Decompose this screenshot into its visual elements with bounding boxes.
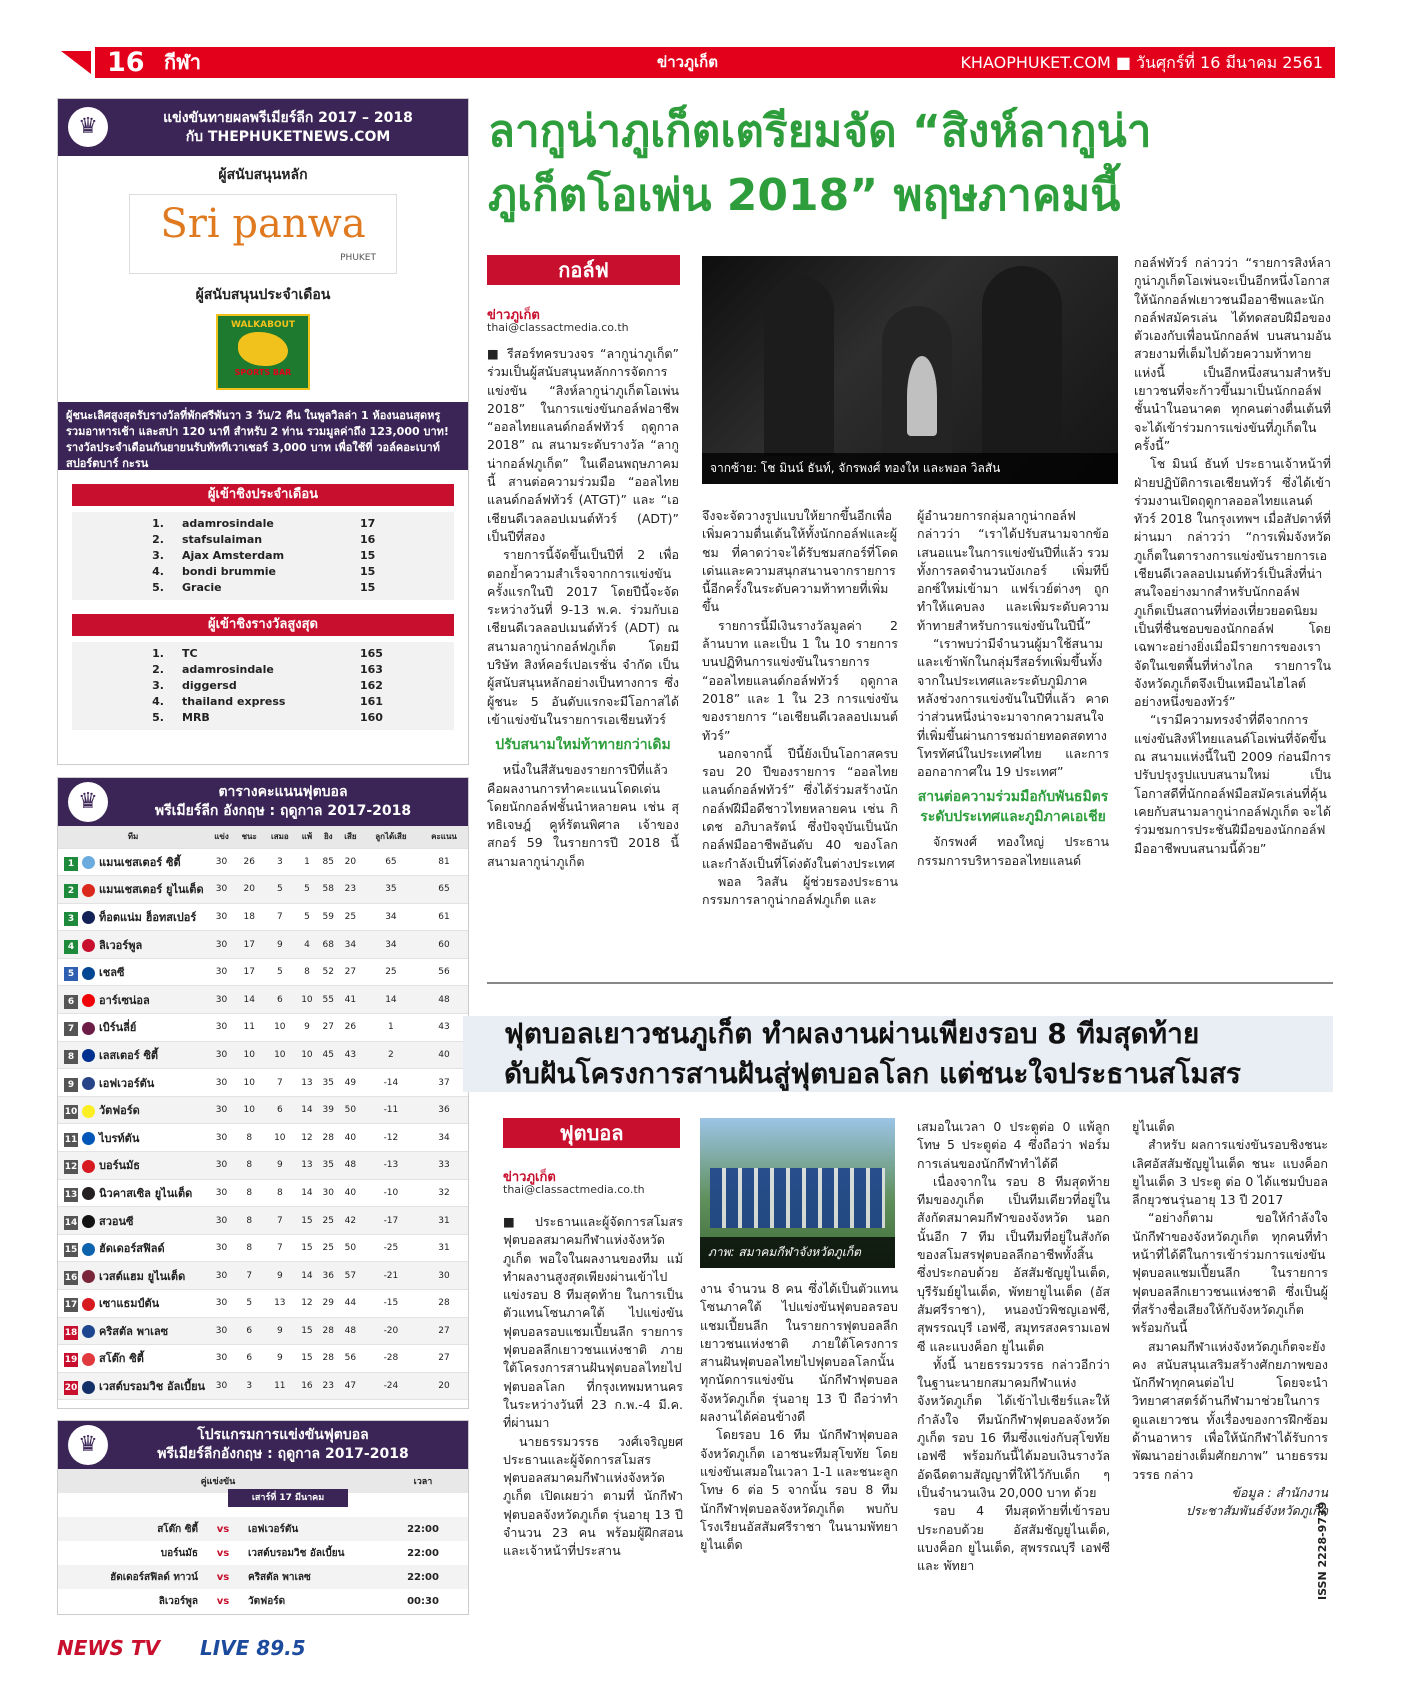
table-row: 12 บอร์นมัธ 30 8 9 13 35 48 -13 33 (58, 1152, 468, 1180)
prize-text: ผู้ชนะเลิศสูงสุดรับรางวัลที่พักศรีพันวา 3 วัน/2 คืน ในพูลวิลล่า 1 ห้องนอนสุดหรู รวมอาหารเช้า และสปา 120 นาที สำหรับ 2 ท่าน รวมมูลค่าถึง 123,000 บาท! รางวัลประจำเดือนกันยายนรับทัททีเวาเชอร์ 3,000 บาท เพื่อใช้ที่ วอล์คอะเบาท์ สปอร์ตบาร์ กะรน (58, 402, 468, 470)
fixture-row: บอร์นมัธ vs เวสต์บรอมวิช อัลเบี้ยน 22:00 (160, 1547, 439, 1559)
article1-headline-2: ภูเก็ตโอเพ่น 2018” พฤษภาคมนี้ (488, 170, 1121, 221)
team-name: ท็อตแน่ม ฮ็อทสเปอร์ (99, 910, 197, 924)
ranking-row: 5. Gracie 15 (152, 581, 376, 594)
league-col-header: ชนะ (235, 826, 263, 848)
top-ranking (72, 642, 454, 730)
league-col-header: คะแนน (420, 826, 468, 848)
article1-col2: จึงจะจัดวางรูปแบบให้ยากขึ้นอีกเพื่อเพิ่มความตื่นเต้นให้ทั้งนักกอล์ฟและผู้ชม ที่คาดว่าจะได้รับชมสกอร์ที่โดดเด่นและความสนุกสนานจากรายการนี้อีกครั้งในระดับความท้าทายที่เพิ่มขึ้น รายการนี้มีเงินรางวัลมูลค่า 2 ล้านบาท และเป็น 1 ใน 10 รายการบนปฏิทินการแข่งขันในรายการ “ออลไทยแลนด์กอล์ฟทัวร์ ฤดูกาล 2018” และ 1 ใน 23 การแข่งขันของรายการ “เอเชียนดีเวลลอปเมนต์ทัวร์” นอกจากนี้ ปีนี้ยังเป็นโอกาสครบรอบ 20 ปีของรายการ “ออลไทยแลนด์กอล์ฟทัวร์” ซึ่งได้ร่วมสร้างนักกอล์ฟฝีมือดีชาวไทยหลายคน เช่น กิเดช อภิบาลรัตน์ ซึ่งปัจจุบันเป็นนักกอล์ฟมืออาชีพอันดับ 40 ของโลก และกำลังเป็นที่โด่งดังในต่างประเทศ พอล วิลสัน ผู้ช่วยรองประธานกรรมการลากูน่ากอล์ฟภูเก็ต และ (702, 508, 898, 908)
league-col-header: แพ้ (296, 826, 317, 848)
club-crest-icon (82, 994, 95, 1007)
table-row: 17 เซาแธมป์ตัน 30 5 13 12 29 44 -15 28 (58, 1290, 468, 1318)
table-row: 20 เวสต์บรอมวิช อัลเบี้ยน 30 3 11 16 23 47 -24 20 (58, 1372, 468, 1400)
monthly-ranking (72, 512, 454, 600)
club-crest-icon (82, 1077, 95, 1090)
league-table (58, 826, 468, 1400)
club-crest-icon (82, 1049, 95, 1062)
position-badge: 16 (64, 1272, 78, 1283)
position-badge: 7 (64, 1022, 78, 1036)
table-row: 15 ฮัดเดอร์สฟิลด์ 30 8 7 15 25 50 -25 31 (58, 1234, 468, 1262)
monthly-sponsor-label: ผู้สนับสนุนประจำเดือน (195, 287, 331, 303)
club-crest-icon (82, 911, 95, 924)
site-date: KHAOPHUKET.COM ■ วันศุกร์ที่ 16 มีนาคม 2561 (960, 53, 1323, 72)
league-panel (57, 777, 469, 1409)
club-crest-icon (82, 856, 95, 869)
flag-icon (57, 47, 95, 78)
club-crest-icon (82, 1132, 95, 1145)
club-crest-icon (82, 1325, 95, 1338)
lion-icon: ♛ (68, 107, 108, 147)
article2-col4: ยูไนเต็ด สำหรับ ผลการแข่งขันรอบชิงชนะเลิศอัสสัมชัญยูไนเต็ด ชนะ แบงค็อก ยูไนเต็ด 3 ประตู ต่อ 0 ได้แชมป์บอลลีกยุวชนรุ่นอายุ 13 ปี 2017 “อย่างก็ตาม ขอให้กำลังใจนักกีฬาของจังหวัดภูเก็ต ทุกคนที่ทำหน้าที่ได้ดีในการเข้าร่วมการแข่งขันฟุตบอลแชมเปี้ยนลีก ในรายการฟุตบอลลีกเยาวชนแห่งชาติ ซึ่งเป็นผู้ที่สร้างชื่อเสียงให้กับจังหวัดภูเก็ตพร้อมกันนี้ สมาคมกีฬาแห่งจังหวัดภูเก็ตจะยังคง สนับสนุนเสริมสร้างศักยภาพของนักกีฬาทุกคนต่อไป โดยจะนำวิทยาศาสตร์ด้านกีฬามาช่วยในการดูแลเยาวชน ทั้งเรื่องของการฝึกซ้อม ด้านอาหาร เพื่อให้นักกีฬาได้รับการพัฒนาอย่างเต็มศักยภาพ” นายธรรมวรรธ กล่าว ข้อมูล : สำนักงาน ประชาสัมพันธ์จังหวัดภูเก็ต (1132, 1118, 1328, 1521)
section-name: กีฬา (164, 50, 202, 74)
team-name: อาร์เซน่อล (99, 993, 150, 1007)
top-label: ผู้เข้าชิงรางวัลสูงสุด (72, 614, 454, 636)
position-badge: 9 (64, 1078, 78, 1092)
team-name: ไบรท์ตัน (99, 1131, 140, 1145)
article2-col2: งาน จำนวน 8 คน ซึ่งได้เป็นตัวแทนโซนภาคใต้ ไปแข่งขันฟุตบอลรอบแชมเปี้ยนลีก ในรายการฟุตบอลลีกเยาวชนแห่งชาติ ภายใต้โครงการสานฝันฟุตบอลไทยไปฟุตบอลโลกนั้น ทุกนัดการแข่งขัน นักกีฬาฟุตบอลจังหวัดภูเก็ต รุ่นอายุ 13 ปี ถือว่าทำผลงานได้ค่อนข้างดี โดยรอบ 16 ทีม นักกีฬาฟุตบอลจังหวัดภูเก็ต เอาชนะทีมสุโขทัย โดยแข่งขันเสมอในเวลา 1-1 และชนะลูกโทษ 6 ต่อ 5 จากนั้น รอบ 8 ทีม นักกีฬาฟุตบอลจังหวัดภูเก็ต พบกับโรงเรียนอัสสัมศรีราชา ในนามพัทยายูไนเต็ด (700, 1281, 898, 1553)
article2-col1: ■ ประธานและผู้จัดการสโมสรฟุตบอลสมาคมกีฬาแห่งจังหวัดภูเก็ต พอใจในผลงานของทีม แม้ทำผลงานสูงสุดเพียงผ่านเข้าไปแข่งรอบ 8 ทีมสุดท้าย ในการเป็นตัวแทนโซนภาคใต้ ไปแข่งขันฟุตบอลรอบแชมเปี้ยนลีก รายการฟุตบอลลีกเยาวชนแห่งชาติ ภายใต้โครงการสานฝันฟุตบอลไทยไปฟุตบอลโลก ที่กรุงเทพมหานคร ในระหว่างวันที่ 23 ก.พ.-4 มี.ค. ที่ผ่านมา นายธรรมวรรธ วงศ์เจริญยศ ประธานและผู้จัดการสโมสรฟุตบอลสมาคมกีฬาแห่งจังหวัดภูเก็ต เปิดเผยว่า ตามที่ นักกีฬาฟุตบอลจังหวัดภูเก็ต รุ่นอายุ 13 ปี จำนวน 23 คน พร้อมผู้ฝึกสอนและเจ้าหน้าที่ประสาน (503, 1214, 683, 1559)
table-row: 18 คริสตัล พาเลซ 30 6 9 15 28 48 -20 27 (58, 1317, 468, 1345)
team-name: ลิเวอร์พูล (99, 938, 143, 952)
club-crest-icon (82, 1353, 95, 1366)
article1-headline-1: ลากูน่าภูเก็ตเตรียมจัด “สิงห์ลากูน่า (488, 106, 1152, 157)
article1-col1: ■ รีสอร์ทครบวงจร “ลากูน่าภูเก็ต” ร่วมเป็นผู้สนับสนุนหลักการจัดการแข่งขัน “สิงห์ลากูน่าภูเก็ตโอเพ่น 2018” ในการแข่งขันกอล์ฟอาชีพ “ออลไทยแลนด์กอล์ฟทัวร์ ฤดูกาล 2018” ณ สนามระดับรางวัล “ลากูน่ากอล์ฟภูเก็ต” ในเดือนพฤษภาคมนี้ สานต่อความร่วมมือ “ออลไทยแลนด์กอล์ฟทัวร์ (ATGT)” และ “เอเชียนดีเวลลอปเมนต์ทัวร์ (ADT)” เป็นปีที่สอง รายการนี้จัดขึ้นเป็นปีที่ 2 เพื่อตอกย้ำความสำเร็จจากการแข่งขันครั้งแรกในปี 2017 โดยปีนี้จะจัดระหว่างวันที่ 9-13 พ.ค. ร่วมกับเอเชียนดีเวลลอปเมนต์ทัวร์ (ADT) ณ สนามลากูน่ากอล์ฟภูเก็ต โดยมีบริษัท สิงห์คอร์เปอเรชั่น จำกัด เป็นผู้สนับสนุนหลักอย่างเป็นทางการ ซึ่งผู้ชนะ 5 อันดับแรกจะมีโอกาสได้เข้าแข่งขันในรายการเอเชียนทัวร์ ปรับสนามใหม่ท้าทายกว่าเดิม หนึ่งในสีสันของรายการปีที่แล้วคือผลงานการทำคะแนนโดดเด่นโดยนักกอล์ฟชั้นนำหลายคน เช่น สุทธิเจษฎ์ คูห์รัตนพิศาล เจ้าของสกอร์ 59 ในรายการปี 2018 นี้ สนามลากูน่าภูเก็ต (487, 346, 679, 869)
fixtures-header (58, 1421, 468, 1469)
position-badge: 18 (64, 1327, 78, 1338)
page-header (57, 47, 1335, 78)
fixture-row: ลิเวอร์พูล vs วัตฟอร์ด 00:30 (158, 1595, 439, 1607)
article2-caption: ภาพ: สมาคมกีฬาจังหวัดภูเก็ต (700, 1237, 895, 1268)
team-name: เลสเตอร์ ซิตี้ (99, 1048, 159, 1062)
club-crest-icon (82, 1022, 95, 1035)
news-tv-logo: NEWS TV (57, 1636, 160, 1660)
article1-photo (702, 256, 1118, 484)
predictor-title: แข่งขันทายผลพรีเมียร์ลีก 2017 – 2018 (163, 110, 413, 126)
position-badge: 11 (64, 1134, 78, 1145)
team-name: เซาแธมป์ตัน (99, 1297, 160, 1311)
team-name: แมนเชสเตอร์ ซิตี้ (99, 855, 181, 869)
team-name: เวสต์แฮม ยูไนเต็ด (99, 1269, 186, 1283)
team-name: ฮัดเดอร์สฟิลด์ (99, 1242, 165, 1256)
predictor-subtitle: กับ THEPHUKETNEWS.COM (185, 129, 391, 145)
club-crest-icon (82, 1215, 95, 1228)
club-crest-icon (82, 967, 95, 980)
club-crest-icon (82, 884, 95, 897)
table-row: 3 ท็อตแน่ม ฮ็อทสเปอร์ 30 18 7 5 59 25 34 61 (58, 903, 468, 931)
fixtures-title: โปรแกรมการแข่งขันฟุตบอล (197, 1427, 369, 1443)
club-crest-icon (82, 1105, 95, 1118)
table-row: 2 แมนเชสเตอร์ ยูไนเต็ด 30 20 5 5 58 23 35 65 (58, 876, 468, 904)
article2-headline-2: ดับฝันโครงการสานฝันสู่ฟุตบอลโลก แต่ชนะใจประธานสโมสร (504, 1057, 1241, 1090)
team-name: แมนเชสเตอร์ ยูไนเต็ด (99, 883, 204, 897)
sri-panwa-logo: Sri panwa PHUKET (129, 194, 397, 274)
league-col-header: แข่ง (208, 826, 235, 848)
table-row: 1 แมนเชสเตอร์ ซิตี้ 30 26 3 1 85 20 65 81 (58, 848, 468, 876)
position-badge: 8 (64, 1050, 78, 1064)
ranking-row: 4. thailand express 161 (152, 695, 383, 708)
position-badge: 4 (64, 940, 78, 954)
team-name: วัตฟอร์ด (99, 1104, 140, 1118)
article1-col3: ผู้อำนวยการกลุ่มลากูน่ากอล์ฟ กล่าวว่า “เราได้ปรับสนามจากข้อเสนอแนะในการแข่งขันปีที่แล้ว รวมทั้งการลดจำนวนบังเกอร์ เพิ่มทีบ็อกซ์ใหม่เข้ามา แฟร์เวย์ต่างๆ ถูกทำให้แคบลง และเพิ่มระดับความท้าทายสำหรับการแข่งขันในปีนี้” “เราพบว่ามีจำนวนผู้มาใช้สนามและเข้าพักในกลุ่มรีสอร์ทเพิ่มขึ้นทั้งจากในประเทศและระดับภูมิภาค หลังช่วงการแข่งขันในปีที่แล้ว คาดว่าส่วนหนึ่งน่าจะมาจากความสนใจที่เพิ่มขึ้นผ่านการชมถ่ายทอดสดทางโทรทัศน์ในประเทศไทย และการออกอากาศใน 19 ประเทศ” สานต่อความร่วมมือกับพันธมิตรระดับประเทศและภูมิภาคเอเชีย จักรพงศ์ ทองใหญ่ ประธานกรรมการบริหารออลไทยแลนด์ (917, 508, 1109, 868)
club-crest-icon (82, 1270, 95, 1283)
position-badge: 13 (64, 1189, 78, 1200)
article2-tag: ฟุตบอล (503, 1118, 680, 1148)
fixtures-col-time: เวลา (413, 1477, 433, 1487)
position-badge: 19 (64, 1355, 78, 1366)
league-col-header: ทีม (58, 826, 208, 848)
predictor-panel (57, 98, 469, 765)
article1-subhead2: สานต่อความร่วมมือกับพันธมิตรระดับประเทศและภูมิภาคเอเชีย (917, 789, 1109, 826)
club-crest-icon (82, 1187, 95, 1200)
table-row: 14 สวอนซี 30 8 7 15 25 42 -17 31 (58, 1207, 468, 1235)
article2-source-2: ประชาสัมพันธ์จังหวัดภูเก็ต (1185, 1503, 1328, 1519)
team-name: นิวคาสเซิล ยูไนเต็ด (99, 1186, 193, 1200)
position-badge: 14 (64, 1217, 78, 1228)
position-badge: 6 (64, 995, 78, 1009)
fixtures-col-pair: คู่แข่งขัน (200, 1477, 236, 1487)
table-row: 13 นิวคาสเซิล ยูไนเต็ด 30 8 8 14 30 40 -10 32 (58, 1179, 468, 1207)
article2-email: thai@classactmedia.co.th (503, 1183, 645, 1196)
fixtures-date: เสาร์ที่ 17 มีนาคม (228, 1489, 348, 1507)
team-name: สโต๊ก ซิตี้ (99, 1352, 144, 1366)
ranking-row: 3. diggersd 162 (152, 679, 383, 692)
main-sponsor-label: ผู้สนับสนุนหลัก (218, 167, 308, 183)
article-divider (487, 982, 1333, 984)
article1-caption: จากซ้าย: โช มินน์ ธันท์, จักรพงศ์ ทองให และพอล วิลสัน (702, 453, 1118, 484)
ranking-row: 2. adamrosindale 163 (152, 663, 383, 676)
live-radio-logo: LIVE 89.5 (200, 1636, 306, 1660)
ranking-row: 4. bondi brummie 15 (152, 565, 376, 578)
league-title: ตารางคะแนนฟุตบอล (218, 784, 348, 800)
team-name: สวอนซี (99, 1214, 134, 1228)
fixture-row: ฮัดเดอร์สฟิลด์ ทาวน์ vs คริสตัล พาเลซ 22:00 (58, 1565, 468, 1589)
team-name: คริสตัล พาเลซ (99, 1324, 169, 1338)
table-row: 6 อาร์เซน่อล 30 14 6 10 55 41 14 48 (58, 986, 468, 1014)
league-col-header: ยิง (318, 826, 339, 848)
walkabout-logo: WALKABOUT SPORTS BAR (216, 314, 310, 390)
table-row: 8 เลสเตอร์ ซิตี้ 30 10 10 10 45 43 2 40 (58, 1041, 468, 1069)
ranking-row: 3. Ajax Amsterdam 15 (152, 549, 376, 562)
team-name: เวสต์บรอมวิช อัลเบี้ยน (99, 1380, 206, 1394)
article2-col3: เสมอในเวลา 0 ประตูต่อ 0 แพ้ลูกโทษ 5 ประตูต่อ 4 ซึ่งถือว่า ฟอร์มการเล่นของนักกีฬาทำได้ดี เนื่องจากใน รอบ 8 ทีมสุดท้าย ทีมของภูเก็ต เป็นทีมเดียวที่อยู่ในสังกัดสมาคมกีฬาของจังหวัด นอกนั้นอีก 7 ทีม เป็นทีมที่อยู่ในสังกัดของสโมสรฟุตบอลลีกอาชีพทั้งสิ้น ซึ่งประกอบด้วย อัสสัมชัญยูไนเต็ด, บุรีรัมย์ยูไนเต็ด, พัทยายูไนเต็ด (อัสสัมศรีราชา), หนองบัวพิชญเอฟซี, สุพรรณบุรี เอฟซี, สมุทรสงครามเอฟซี และแบงค็อก ยูไนเต็ด ทั้งนี้ นายธรรมวรรธ กล่าวอีกว่า ในฐานะนายกสมาคมกีฬาแห่งจังหวัดภูเก็ต ได้เข้าไปเชียร์และให้กำลังใจ ทีมนักกีฬาฟุตบอลจังหวัดภูเก็ต รอบ 16 ทีมซึ่งแข่งกับสุโขทัยเอฟซี พร้อมกันนี้ได้มอบเงินรางวัลอัดฉีดตามสัญญาที่ให้ไว้กับเด็ก ๆ เป็นจำนวนเงิน 20,000 บาท ด้วย รอบ 4 ทีมสุดท้ายที่เข้ารอบ ประกอบด้วย อัสสัมชัญยูไนเต็ด, แบงค็อก ยูไนเต็ด, สุพรรณบุรี เอฟซี และ พัทยา (917, 1119, 1110, 1574)
position-badge: 1 (64, 857, 78, 871)
ranking-row: 2. stafsulaiman 16 (152, 533, 376, 546)
table-row: 9 เอฟเวอร์ตัน 30 10 7 13 35 49 -14 37 (58, 1069, 468, 1097)
predictor-header (58, 99, 468, 156)
page-number: 16 (107, 47, 145, 78)
fixture-row: สโต๊ก ซิตี้ vs เอฟเวอร์ตัน 22:00 (58, 1517, 468, 1541)
club-crest-icon (82, 939, 95, 952)
position-badge: 17 (64, 1300, 78, 1311)
lion-icon: ♛ (68, 782, 108, 822)
article1-subhead1: ปรับสนามใหม่ท้าทายกว่าเดิม (495, 737, 671, 754)
table-row: 16 เวสต์แฮม ยูไนเต็ด 30 7 9 14 36 57 -21 30 (58, 1262, 468, 1290)
club-crest-icon (82, 1298, 95, 1311)
ranking-row: 1. adamrosindale 17 (152, 517, 376, 530)
position-badge: 3 (64, 912, 78, 926)
article1-col4: กอล์ฟทัวร์ กล่าวว่า “รายการสิงห์ลากูน่าภูเก็ตโอเพ่นจะเป็นอีกหนึ่งโอกาสให้นักกอล์ฟเยาวชนมืออาชีพและนักกอล์ฟสมัครเล่น ได้ทดสอบฝีมือของตัวเองกับเพื่อนนักกอล์ฟ บนสนามอันสวยงามที่เต็มไปด้วยความท้าทายแห่งนี้ เป็นอีกหนึ่งสนามสำหรับเยาวชนที่จะก้าวขึ้นมาเป็นนักกอล์ฟชั้นนำในอนาคต ทุกคนต่างตื่นเต้นที่จะได้เข้าร่วมการแข่งขันที่ภูเก็ตในครั้งนี้” โช มินน์ ธันท์ ประธานเจ้าหน้าที่ฝ่ายปฏิบัติการเอเชียนทัวร์ ซึ่งได้เข้าร่วมงานเปิดฤดูกาลออลไทยแลนด์ทัวร์ 2018 ในกรุงเทพฯ เมื่อสัปดาห์ที่ผ่านมา กล่าวว่า “การเพิ่มจังหวัดภูเก็ตในตารางการแข่งขันรายการเอเชียนดีเวลลอปเมนต์ทัวร์เป็นสิ่งที่น่าสนใจอย่างมากสำหรับนักกอล์ฟ ภูเก็ตเป็นสถานที่ท่องเที่ยวยอดนิยม เป็นที่ชื่นชอบของนักกอล์ฟ โดยเฉพาะอย่างยิ่งเมื่อมีรายการของเราจัดในเขตพื้นที่ห่างไกล รายการในจังหวัดภูเก็ตจึงเป็นเหมือนไฮไลต์อย่างหนึ่งของทัวร์” “เรามีความทรงจำที่ดีจากการแข่งขันสิงห์ไทยแลนด์โอเพ่นที่จัดขึ้น ณ สนามแห่งนี้ในปี 2009 ก่อนมีการปรับปรุงรูปแบบสนามใหม่ เป็นโอกาสดีที่นักกอล์ฟมือสมัครเล่นที่คุ้นเคยกับสนามลากูน่ากอล์ฟภูเก็ต จะได้ร่วมชมการประชันฝีมือของนักกอล์ฟมืออาชีพบนสนามนี้ด้วย” (1134, 255, 1331, 856)
article2-photo (700, 1118, 895, 1268)
league-col-header: เสีย (339, 826, 362, 848)
article1-byline: ข่าวภูเก็ต (487, 308, 540, 323)
article2-headline-1: ฟุตบอลเยาวชนภูเก็ต ทำผลงานผ่านเพียงรอบ 8 ทีมสุดท้าย (504, 1017, 1200, 1050)
table-row: 5 เชลซี 30 17 5 8 52 27 25 56 (58, 958, 468, 986)
article1-tag: กอล์ฟ (487, 255, 680, 285)
lion-icon: ♛ (68, 1425, 108, 1465)
fixtures-subtitle: พรีเมียร์ลีกอังกฤษ : ฤดูกาล 2017-2018 (157, 1446, 409, 1462)
league-subtitle: พรีเมียร์ลีก อังกฤษ : ฤดูกาล 2017-2018 (154, 803, 412, 819)
team-name: เอฟเวอร์ตัน (99, 1076, 155, 1090)
position-badge: 12 (64, 1162, 78, 1173)
league-col-header: ลูกได้เสีย (362, 826, 420, 848)
table-row: 19 สโต๊ก ซิตี้ 30 6 9 15 28 56 -28 27 (58, 1345, 468, 1373)
table-row: 11 ไบรท์ตัน 30 8 10 12 28 40 -12 34 (58, 1124, 468, 1152)
ranking-row: 1. TC 165 (152, 647, 383, 660)
fixtures-panel (57, 1420, 469, 1615)
position-badge: 2 (64, 884, 78, 898)
monthly-label: ผู้เข้าชิงประจำเดือน (72, 484, 454, 506)
team-name: บอร์นมัธ (99, 1159, 140, 1173)
article2-byline: ข่าวภูเก็ต (503, 1170, 556, 1185)
league-col-header: เสมอ (263, 826, 296, 848)
position-badge: 20 (64, 1383, 78, 1394)
ranking-row: 5. MRB 160 (152, 711, 383, 724)
team-name: เชลซี (99, 966, 125, 980)
table-row: 7 เบิร์นลี่ย์ 30 11 10 9 27 26 1 43 (58, 1014, 468, 1042)
club-crest-icon (82, 1381, 95, 1394)
issn: ISSN 2228-9739 (1316, 1501, 1329, 1600)
article1-email: thai@classactmedia.co.th (487, 321, 629, 334)
club-crest-icon (82, 1160, 95, 1173)
team-name: เบิร์นลี่ย์ (99, 1021, 137, 1035)
club-crest-icon (82, 1243, 95, 1256)
newspaper-logo: ข่าวภูเก็ต (657, 53, 718, 71)
league-header (58, 778, 468, 826)
table-row: 10 วัตฟอร์ด 30 10 6 14 39 50 -11 36 (58, 1096, 468, 1124)
position-badge: 5 (64, 967, 78, 981)
position-badge: 10 (64, 1107, 78, 1118)
article2-source-1: ข้อมูล : สำนักงาน (1231, 1484, 1328, 1500)
position-badge: 15 (64, 1245, 78, 1256)
table-row: 4 ลิเวอร์พูล 30 17 9 4 68 34 34 60 (58, 931, 468, 959)
